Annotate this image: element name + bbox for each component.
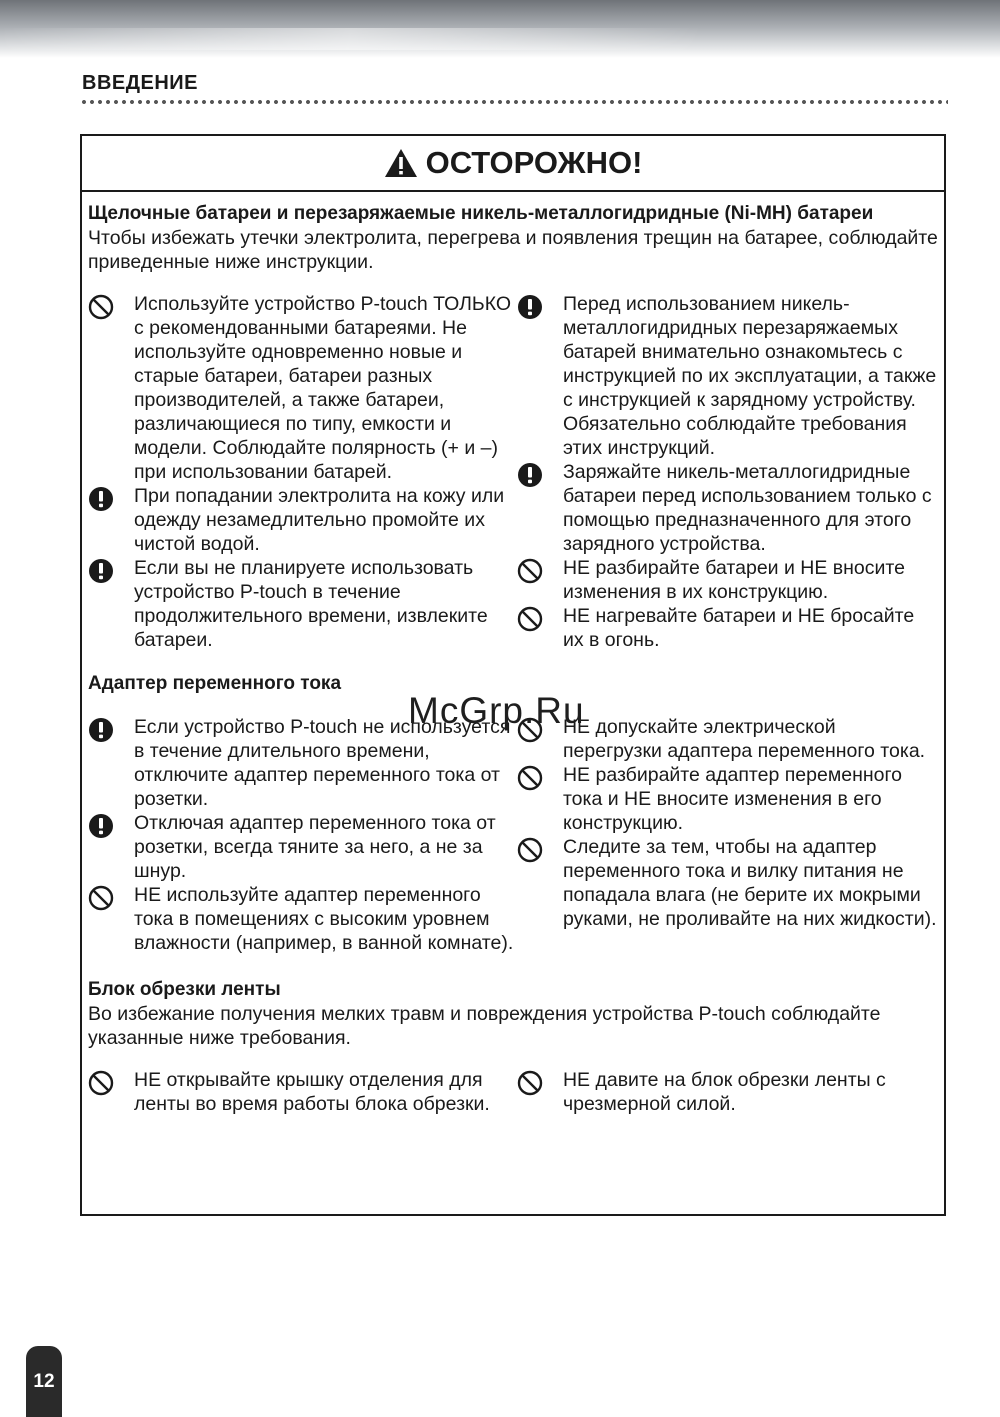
header-band (0, 0, 1000, 58)
cutter-right-column (517, 1068, 938, 1116)
list-item (517, 835, 938, 931)
mandatory-icon (88, 715, 134, 749)
batteries-right-column (517, 292, 938, 652)
caution-header (82, 136, 944, 192)
list-item (88, 1068, 517, 1116)
prohibition-icon (517, 604, 563, 638)
caution-box (80, 134, 946, 1216)
prohibition-icon (88, 883, 134, 917)
warning-triangle-icon (384, 148, 418, 178)
list-item-text: НЕ открывайте крышку отделения для ленты во время работы блока обрезки. (134, 1069, 490, 1115)
list-item-text: НЕ допускайте электрической перегрузки адаптера переменного тока. (562, 716, 926, 762)
cutter-columns (88, 1068, 938, 1116)
list-item-text: Отключая адаптер переменного тока от розетки, всегда тяните за него, а не за шнур. (134, 812, 496, 882)
batteries-columns (88, 292, 938, 652)
adapter-columns (88, 715, 938, 955)
caution-title: ОСТОРОЖНО! (425, 145, 643, 180)
list-item (88, 484, 517, 556)
list-item-text: НЕ нагревайте батареи и НЕ бросайте их в огонь. (562, 605, 915, 651)
prohibition-icon (88, 1068, 134, 1102)
batteries-left-column (88, 292, 517, 652)
mandatory-icon (88, 484, 134, 518)
list-item-text: При попадании электролита на кожу или одежду незамедлительно промойте их чистой водой. (134, 485, 505, 555)
prohibition-icon (517, 1068, 563, 1102)
batteries-section (88, 202, 938, 652)
cutter-title: Блок обрезки ленты (88, 979, 281, 1000)
cutter-section (88, 978, 938, 1116)
list-item-text: Если вы не планируете использовать устройство P-touch в течение продолжительного времени, извлеките батареи. (134, 557, 488, 651)
prohibition-icon (88, 292, 134, 326)
list-item (88, 556, 517, 652)
mandatory-icon (88, 556, 134, 590)
mandatory-icon (517, 292, 563, 326)
batteries-intro: Чтобы избежать утечки электролита, перегрева и появления трещин на батарее, соблюдайте приведенные ниже инструкции. (88, 227, 938, 273)
section-title: ВВЕДЕНИЕ (82, 72, 198, 94)
list-item (88, 811, 517, 883)
list-item (88, 292, 517, 484)
list-item (88, 883, 517, 955)
adapter-right-column (517, 715, 938, 955)
prohibition-icon (517, 556, 563, 590)
list-item (517, 556, 938, 604)
caution-content (82, 192, 944, 1116)
list-item (517, 763, 938, 835)
list-item-text: Следите за тем, чтобы на адаптер переменного тока и вилку питания не попадала влага (не берите их мокрыми руками, не проливайте на них жидкости). (562, 836, 937, 930)
list-item-text: Заряжайте никель-металлогидридные батареи перед использованием только с помощью предназначенного для этого зарядного устройства. (562, 461, 932, 555)
prohibition-icon (517, 835, 563, 869)
list-item-text: Используйте устройство P-touch ТОЛЬКО с рекомендованными батареями. Не используйте одновременно новые и старые батареи, батареи разных производителей, а также батареи, различающиеся по типу, емкости и модели. Соблюдайте полярность (+ и –) при использовании батарей. (134, 293, 512, 483)
list-item-text: НЕ разбирайте адаптер переменного тока и НЕ вносите изменения в его конструкцию. (562, 764, 902, 834)
adapter-left-column (88, 715, 517, 955)
prohibition-icon (517, 763, 563, 797)
watermark: McGrp.Ru (408, 690, 585, 731)
list-item-text: НЕ давите на блок обрезки ленты с чрезмерной силой. (562, 1069, 886, 1115)
page-number: 12 (26, 1346, 62, 1417)
list-item-text: НЕ используйте адаптер переменного тока в помещениях с высоким уровнем влажности (например, в ванной комнате). (134, 884, 514, 954)
list-item (517, 604, 938, 652)
list-item (517, 1068, 938, 1116)
cutter-intro: Во избежание получения мелких травм и повреждения устройства P-touch соблюдайте указанные ниже требования. (88, 1003, 881, 1049)
cutter-left-column (88, 1068, 517, 1116)
adapter-title: Адаптер переменного тока (88, 673, 342, 694)
list-item (517, 292, 938, 460)
mandatory-icon (88, 811, 134, 845)
list-item-text: Если устройство P-touch не используется в течение длительного времени, отключите адаптер переменного тока от розетки. (134, 716, 511, 810)
list-item-text: НЕ разбирайте батареи и НЕ вносите изменения в их конструкцию. (562, 557, 905, 603)
batteries-title: Щелочные батареи и перезаряжаемые никель-металлогидридные (Ni-MH) батареи (88, 203, 874, 224)
mandatory-icon (517, 460, 563, 494)
dotted-divider (80, 98, 948, 106)
list-item (517, 460, 938, 556)
list-item-text: Перед использованием никель-металлогидридных перезаряжаемых батарей внимательно ознакомьтесь с инструкцией по их эксплуатации, а также с инструкцией к зарядному устройству. Обязательно соблюдайте требования этих инструкций. (562, 293, 937, 459)
